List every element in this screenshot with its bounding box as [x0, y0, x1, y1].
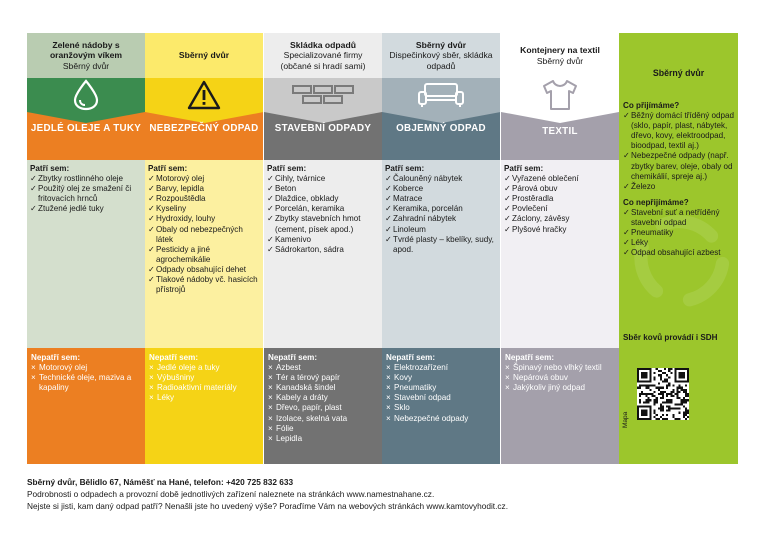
list-item-text: Kovy: [394, 373, 412, 383]
list-item-text: Běžný domácí tříděný odpad (sklo, papír, plast, nábytek, dřevo, kovy, elektroodpad, bioodpad, textil aj.): [631, 111, 735, 151]
not-belongs-label: Nepatří sem:: [268, 353, 318, 362]
list-item-text: Matrace: [393, 194, 423, 204]
not-belongs-label: Nepatří sem:: [149, 353, 199, 362]
check-icon: ✓: [623, 238, 630, 248]
list-item: [386, 414, 497, 424]
not-belongs-section: [382, 348, 500, 464]
cross-icon: ×: [386, 393, 391, 403]
list-item-text: Párová obuv: [512, 184, 558, 194]
check-icon: ✓: [385, 184, 392, 194]
cross-icon: ×: [505, 383, 510, 393]
category-banner: [145, 112, 263, 160]
check-icon: ✓: [385, 224, 392, 234]
list-item-text: Izolace, skelná vata: [276, 413, 348, 423]
belongs-label: Patří sem:: [385, 164, 425, 173]
list-item: [30, 174, 142, 184]
check-icon: ✓: [267, 214, 274, 224]
list-item: [504, 225, 616, 235]
check-icon: ✓: [385, 174, 392, 184]
list-item: [385, 235, 497, 255]
list-item: [267, 184, 379, 194]
list-item-text: Lepidla: [276, 433, 303, 443]
list-item: [385, 174, 497, 184]
list-item: [386, 383, 497, 393]
list-item-text: Linoleum: [393, 224, 426, 234]
icon-band: [27, 78, 145, 112]
check-icon: ✓: [504, 204, 511, 214]
check-icon: ✓: [148, 214, 155, 224]
not-belongs-list: [149, 363, 260, 403]
belongs-label: Patří sem:: [267, 164, 307, 173]
cross-icon: ×: [386, 383, 391, 393]
belongs-list: [267, 174, 379, 255]
list-item: [385, 225, 497, 235]
list-item-text: Zbytky stavebních hmot (cement, písek apod.): [275, 214, 361, 234]
list-item: [267, 235, 379, 245]
list-item: [385, 184, 497, 194]
list-item-text: Jedlé oleje a tuky: [157, 363, 220, 373]
column-header-title: Kontejnery na textil: [520, 45, 600, 55]
column-header-subtitle: Sběrný dvůr: [62, 60, 110, 71]
list-item: [148, 265, 260, 275]
list-item: [623, 111, 735, 151]
icon-band: [145, 78, 263, 112]
footer-help: Nejste si jisti, kam daný odpad patří? Nenašli jste ho uvedený výše? Poraďíme Vám na webových stránkách www.kamtovyhodit.cz.: [27, 500, 509, 511]
list-item: [149, 393, 260, 403]
check-icon: ✓: [267, 174, 274, 184]
accept-list: [623, 111, 735, 192]
column-header-title: Zelené nádoby s oranžovým víkem: [49, 39, 123, 61]
list-item: [267, 204, 379, 214]
qr-code-icon[interactable]: [637, 368, 689, 420]
check-icon: ✓: [148, 224, 155, 234]
list-item: [504, 214, 616, 224]
check-icon: ✓: [385, 234, 392, 244]
list-item-text: Beton: [275, 184, 297, 194]
list-item-text: Tér a térový papír: [276, 373, 340, 383]
category-title: OBJEMNÝ ODPAD: [396, 123, 486, 134]
list-item-text: Odpady obsahující dehet: [156, 264, 246, 274]
list-item-text: Elektrozařízení: [394, 363, 448, 373]
category-title: JEDLÉ OLEJE A TUKY: [30, 123, 142, 134]
footer: [27, 477, 747, 512]
list-item: [505, 383, 616, 393]
not-belongs-list: [31, 363, 142, 393]
check-icon: ✓: [385, 214, 392, 224]
list-item-text: Motorový olej: [39, 363, 88, 373]
column-header: [382, 33, 500, 78]
list-item-text: Porcelán, keramika: [275, 204, 345, 214]
list-item: [148, 245, 260, 265]
list-item: [267, 174, 379, 184]
check-icon: ✓: [504, 194, 511, 204]
not-belongs-list: [268, 363, 379, 444]
list-item-text: Sklo: [394, 403, 410, 413]
check-icon: ✓: [267, 244, 274, 254]
list-item: [268, 383, 379, 393]
belongs-list: [148, 174, 260, 295]
column-header-title: Sběrný dvůr: [415, 39, 467, 50]
yard-title: Sběrný dvůr: [652, 68, 705, 78]
list-item-text: Pneumatiky: [631, 228, 674, 238]
footer-address: Sběrný dvůr, Bělidlo 67, Náměšť na Hané, telefon: +420 725 832 633: [27, 477, 294, 487]
list-item: [385, 194, 497, 204]
sdh-note: Sběr kovů provádí i SDH: [623, 333, 718, 342]
cross-icon: ×: [149, 363, 154, 373]
belongs-section: [501, 160, 619, 348]
column-header-title: Sběrný dvůr: [178, 50, 230, 61]
list-item-text: Obaly od nebezpečných látek: [156, 224, 243, 244]
icon-band: [501, 78, 619, 112]
list-item: [385, 204, 497, 214]
not-belongs-section: [27, 348, 145, 464]
list-item-text: Stavební suť a netříděný stavební odpad: [631, 207, 720, 228]
category-banner: [382, 112, 500, 160]
list-item: [148, 194, 260, 204]
list-item: [623, 151, 735, 181]
list-item-text: Tlakové nádoby vč. hasicích přístrojů: [156, 275, 258, 295]
list-item: [268, 434, 379, 444]
list-item-text: Rozpouštědla: [156, 194, 206, 204]
list-item: [268, 403, 379, 413]
check-icon: ✓: [385, 194, 392, 204]
check-icon: ✓: [623, 181, 630, 191]
belongs-list: [504, 174, 616, 235]
list-item: [386, 363, 497, 373]
cross-icon: ×: [505, 363, 510, 373]
list-item-text: Kyseliny: [156, 204, 187, 214]
list-item: [623, 238, 735, 248]
list-item-text: Stavební odpad: [394, 393, 451, 403]
list-item: [504, 184, 616, 194]
check-icon: ✓: [148, 174, 155, 184]
belongs-label: Patří sem:: [504, 164, 544, 173]
reject-list: [623, 208, 735, 258]
list-item: [623, 248, 735, 258]
check-icon: ✓: [148, 264, 155, 274]
cross-icon: ×: [268, 363, 273, 373]
list-item-text: Technické oleje, maziva a kapaliny: [39, 373, 132, 393]
list-item-text: Radioaktivní materiály: [157, 383, 237, 393]
belongs-list: [385, 174, 497, 255]
check-icon: ✓: [623, 207, 630, 217]
cross-icon: ×: [386, 403, 391, 413]
list-item-text: Cihly, tvárnice: [275, 174, 326, 184]
list-item-text: Keramika, porcelán: [393, 204, 463, 214]
list-item-text: Povlečení: [512, 204, 548, 214]
column-textile: [501, 33, 619, 464]
column-header: [501, 33, 619, 78]
list-item: [505, 373, 616, 383]
list-item: [504, 174, 616, 184]
list-item-text: Jakýkoliv jiný odpad: [513, 383, 585, 393]
list-item: [30, 184, 142, 204]
waste-guide-sheet: [27, 33, 738, 464]
check-icon: ✓: [30, 184, 37, 194]
check-icon: ✓: [623, 111, 630, 121]
list-item: [149, 373, 260, 383]
cross-icon: ×: [386, 373, 391, 383]
check-icon: ✓: [623, 228, 630, 238]
list-item: [148, 214, 260, 224]
list-item-text: Špinavý nebo vlhký textil: [513, 363, 602, 373]
column-edible-oils: [27, 33, 145, 464]
check-icon: ✓: [504, 174, 511, 184]
sofa-icon: [416, 81, 466, 109]
list-item-text: Dlaždice, obklady: [275, 194, 339, 204]
list-item-text: Pesticidy a jiné agrochemikálie: [156, 244, 211, 264]
list-item: [386, 373, 497, 383]
column-bulky-waste: [382, 33, 500, 464]
list-item-text: Léky: [631, 238, 649, 248]
list-item: [505, 363, 616, 373]
column-header: [27, 33, 145, 78]
list-item-text: Železo: [631, 181, 656, 191]
list-item-text: Odpad obsahující azbest: [631, 248, 721, 258]
list-item-text: Koberce: [393, 184, 424, 194]
list-item: [148, 225, 260, 245]
list-item: [30, 204, 142, 214]
list-item: [386, 393, 497, 403]
check-icon: ✓: [148, 194, 155, 204]
not-belongs-label: Nepatří sem:: [505, 353, 555, 362]
category-banner: [264, 112, 382, 160]
belongs-label: Patří sem:: [30, 164, 70, 173]
list-item-text: Fólie: [276, 423, 294, 433]
category-title: STAVEBNÍ ODPADY: [274, 123, 372, 134]
cross-icon: ×: [149, 383, 154, 393]
map-label: Mapa: [622, 411, 629, 428]
not-belongs-list: [505, 363, 616, 393]
check-icon: ✓: [385, 204, 392, 214]
icon-band: [382, 78, 500, 112]
list-item-text: Výbušniny: [157, 373, 195, 383]
belongs-section: [382, 160, 500, 348]
column-header: [145, 33, 263, 78]
collection-yard-panel: [619, 33, 738, 464]
list-item: [385, 214, 497, 224]
list-item: [268, 393, 379, 403]
icon-band: [264, 78, 382, 112]
check-icon: ✓: [148, 184, 155, 194]
yard-body: [623, 101, 735, 258]
check-icon: ✓: [623, 248, 630, 258]
list-item: [267, 194, 379, 204]
list-item: [504, 204, 616, 214]
list-item-text: Nebezpečné odpady: [394, 413, 469, 423]
list-item: [268, 363, 379, 373]
not-belongs-section: [501, 348, 619, 464]
reject-label: Co nepřijímáme?: [623, 197, 689, 207]
list-item: [148, 275, 260, 295]
column-hazardous-waste: [145, 33, 263, 464]
list-item-text: Použitý olej ze smažení či fritovacích hrnců: [38, 184, 132, 204]
list-item: [504, 194, 616, 204]
check-icon: ✓: [504, 224, 511, 234]
check-icon: ✓: [504, 184, 511, 194]
list-item: [148, 184, 260, 194]
cross-icon: ×: [268, 413, 273, 423]
not-belongs-list: [386, 363, 497, 424]
category-banner: [27, 112, 145, 160]
list-item: [268, 414, 379, 424]
cross-icon: ×: [268, 423, 273, 433]
check-icon: ✓: [623, 151, 630, 161]
warning-triangle-icon: [186, 79, 222, 111]
tshirt-icon: [540, 79, 580, 111]
list-item-text: Dřevo, papír, plast: [276, 403, 342, 413]
belongs-list: [30, 174, 142, 214]
column-header-subtitle: Sběrný dvůr: [536, 55, 584, 66]
cross-icon: ×: [31, 373, 36, 383]
list-item-text: Tvrdé plasty – kbelíky, sudy, apod.: [393, 234, 494, 254]
not-belongs-label: Nepatří sem:: [386, 353, 436, 362]
list-item-text: Azbest: [276, 363, 301, 373]
list-item-text: Vyřazené oblečení: [512, 174, 579, 184]
list-item: [623, 228, 735, 238]
list-item-text: Kanadská šindel: [276, 383, 336, 393]
not-belongs-section: [145, 348, 263, 464]
list-item: [149, 363, 260, 373]
check-icon: ✓: [267, 204, 274, 214]
not-belongs-section: [264, 348, 382, 464]
list-item: [148, 204, 260, 214]
column-header-subtitle: Specializované firmy (občané si hradí sami): [280, 50, 366, 71]
list-item-text: Kamenivo: [275, 234, 311, 244]
check-icon: ✓: [148, 204, 155, 214]
list-item-text: Kabely a dráty: [276, 393, 328, 403]
list-item-text: Pneumatiky: [394, 383, 437, 393]
check-icon: ✓: [148, 275, 155, 285]
column-header-title: Skládka odpadů: [290, 39, 356, 50]
cross-icon: ×: [505, 373, 510, 383]
list-item-text: Léky: [157, 393, 175, 403]
list-item-text: Prostěradla: [512, 194, 554, 204]
bricks-icon: [291, 83, 355, 107]
list-item: [267, 245, 379, 255]
column-header-subtitle: Dispečinkový sběr, skládka odpadů: [389, 50, 493, 71]
list-item-text: Zbytky rostlinného oleje: [38, 174, 124, 184]
cross-icon: ×: [268, 383, 273, 393]
list-item-text: Hydroxidy, louhy: [156, 214, 216, 224]
check-icon: ✓: [267, 184, 274, 194]
category-banner: [501, 112, 619, 160]
cross-icon: ×: [149, 373, 154, 383]
belongs-section: [27, 160, 145, 348]
column-header: [264, 33, 382, 78]
list-item: [31, 363, 142, 373]
cross-icon: ×: [268, 433, 273, 443]
cross-icon: ×: [149, 393, 154, 403]
list-item-text: Ztužené jedlé tuky: [38, 204, 104, 214]
list-item: [623, 182, 735, 192]
cross-icon: ×: [268, 373, 273, 383]
list-item-text: Plyšové hračky: [512, 224, 567, 234]
list-item: [31, 373, 142, 393]
column-construction-waste: [264, 33, 382, 464]
list-item: [267, 214, 379, 234]
cross-icon: ×: [386, 363, 391, 373]
cross-icon: ×: [268, 403, 273, 413]
belongs-label: Patří sem:: [148, 164, 188, 173]
check-icon: ✓: [267, 234, 274, 244]
list-item: [268, 373, 379, 383]
accept-label: Co přijímáme?: [623, 101, 680, 110]
list-item-text: Motorový olej: [156, 174, 205, 184]
cross-icon: ×: [268, 393, 273, 403]
list-item-text: Nebezpečné odpady (např. zbytky barev, oleje, obaly od chemikálií, spreje aj.): [631, 151, 733, 181]
cross-icon: ×: [31, 363, 36, 373]
belongs-section: [264, 160, 382, 348]
cross-icon: ×: [386, 413, 391, 423]
category-title: TEXTIL: [542, 126, 578, 137]
check-icon: ✓: [504, 214, 511, 224]
list-item-text: Nepárová obuv: [513, 373, 568, 383]
list-item: [268, 424, 379, 434]
list-item-text: Zahradní nábytek: [393, 214, 456, 224]
footer-details: Podrobnosti o odpadech a provozní době jednotlivých zařízení naleznete na stránkách www.namestnahane.cz.: [27, 488, 435, 499]
not-belongs-label: Nepatří sem:: [31, 353, 81, 362]
list-item-text: Sádrokarton, sádra: [275, 244, 344, 254]
belongs-section: [145, 160, 263, 348]
check-icon: ✓: [30, 204, 37, 214]
list-item: [623, 208, 735, 228]
check-icon: ✓: [148, 244, 155, 254]
check-icon: ✓: [267, 194, 274, 204]
oil-drop-icon: [71, 79, 101, 111]
list-item: [386, 403, 497, 413]
list-item: [149, 383, 260, 393]
list-item-text: Barvy, lepidla: [156, 184, 204, 194]
list-item: [148, 174, 260, 184]
category-title: NEBEZPEČNÝ ODPAD: [149, 123, 259, 134]
check-icon: ✓: [30, 174, 37, 184]
list-item-text: Čalouněný nábytek: [393, 174, 463, 184]
list-item-text: Záclony, závěsy: [512, 214, 570, 224]
